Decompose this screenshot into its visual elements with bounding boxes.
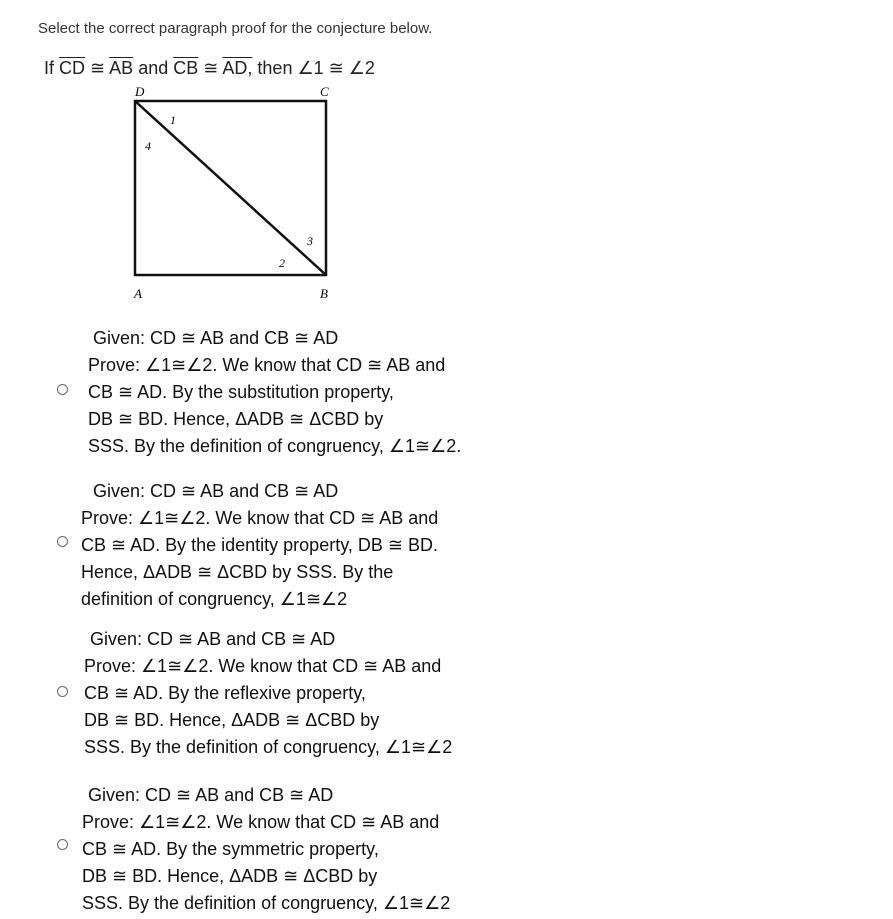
- option-line: Given: CD ≅ AB and CB ≅ AD: [88, 785, 334, 805]
- option-line: Hence, ΔADB ≅ ΔCBD by SSS. By the: [81, 562, 394, 582]
- label-d: D: [135, 84, 145, 99]
- option-line: CB ≅ AD. By the reflexive property,: [84, 683, 366, 703]
- conj-cong-1: ≅: [90, 58, 106, 78]
- conjecture-statement: [44, 58, 375, 79]
- option-2-text: [81, 478, 438, 613]
- conj-seg-cb: $\overline{CB}$: [173, 58, 199, 78]
- option-line: SSS. By the definition of congruency, ∠1≅∠2: [82, 893, 451, 913]
- square-diagram: [120, 82, 340, 302]
- label-c: C: [320, 84, 329, 99]
- option-line: Given: CD ≅ AB and CB ≅ AD: [93, 328, 339, 348]
- conj-if: If: [44, 58, 55, 78]
- option-line: DB ≅ BD. Hence, ΔADB ≅ ΔCBD by: [84, 710, 380, 730]
- radio-option-2[interactable]: [57, 536, 68, 547]
- label-a: A: [134, 286, 142, 301]
- option-3-text: [84, 626, 452, 761]
- option-line: Prove: ∠1≅∠2. We know that CD ≅ AB and: [88, 355, 446, 375]
- option-line: CB ≅ AD. By the substitution property,: [88, 382, 394, 402]
- option-line: SSS. By the definition of congruency, ∠1≅∠2.: [88, 436, 462, 456]
- option-line: DB ≅ BD. Hence, ΔADB ≅ ΔCBD by: [82, 866, 378, 886]
- option-line: Given: CD ≅ AB and CB ≅ AD: [90, 629, 336, 649]
- radio-option-4[interactable]: [57, 839, 68, 850]
- option-line: DB ≅ BD. Hence, ΔADB ≅ ΔCBD by: [88, 409, 384, 429]
- answer-option-1[interactable]: [0, 322, 893, 462]
- angle-2-label: 2: [279, 256, 285, 270]
- option-line: definition of congruency, ∠1≅∠2: [81, 589, 348, 609]
- option-line: SSS. By the definition of congruency, ∠1≅∠2: [84, 737, 453, 757]
- conj-seg-ab: $\overline{AB}$: [109, 58, 134, 78]
- label-b: B: [320, 286, 328, 301]
- radio-option-1[interactable]: [57, 384, 68, 395]
- question-instruction: Select the correct paragraph proof for the conjecture below.: [38, 20, 433, 37]
- option-line: CB ≅ AD. By the symmetric property,: [82, 839, 379, 859]
- conj-cong-2: ≅: [203, 58, 219, 78]
- option-line: CB ≅ AD. By the identity property, DB ≅ BD.: [81, 535, 438, 555]
- answer-option-3[interactable]: [0, 623, 893, 763]
- option-line: Prove: ∠1≅∠2. We know that CD ≅ AB and: [84, 656, 442, 676]
- option-4-text: [82, 782, 450, 917]
- angle-4-label: 4: [145, 139, 151, 153]
- option-line: Prove: ∠1≅∠2. We know that CD ≅ AB and: [82, 812, 440, 832]
- radio-option-3[interactable]: [57, 686, 68, 697]
- option-1-text: [88, 325, 461, 460]
- conj-seg-cd: $\overline{CD}$: [59, 58, 86, 78]
- angle-3-label: 3: [307, 234, 313, 248]
- option-line: Prove: ∠1≅∠2. We know that CD ≅ AB and: [81, 508, 439, 528]
- conj-angles: ∠1 ≅ ∠2: [297, 58, 375, 78]
- answer-option-4[interactable]: [0, 779, 893, 919]
- option-line: Given: CD ≅ AB and CB ≅ AD: [93, 481, 339, 501]
- conj-seg-ad: AD,: [222, 58, 253, 78]
- angle-1-label: 1: [170, 113, 176, 127]
- conj-and: and: [138, 58, 169, 78]
- answer-option-2[interactable]: [0, 475, 893, 615]
- conj-then: then: [257, 58, 293, 78]
